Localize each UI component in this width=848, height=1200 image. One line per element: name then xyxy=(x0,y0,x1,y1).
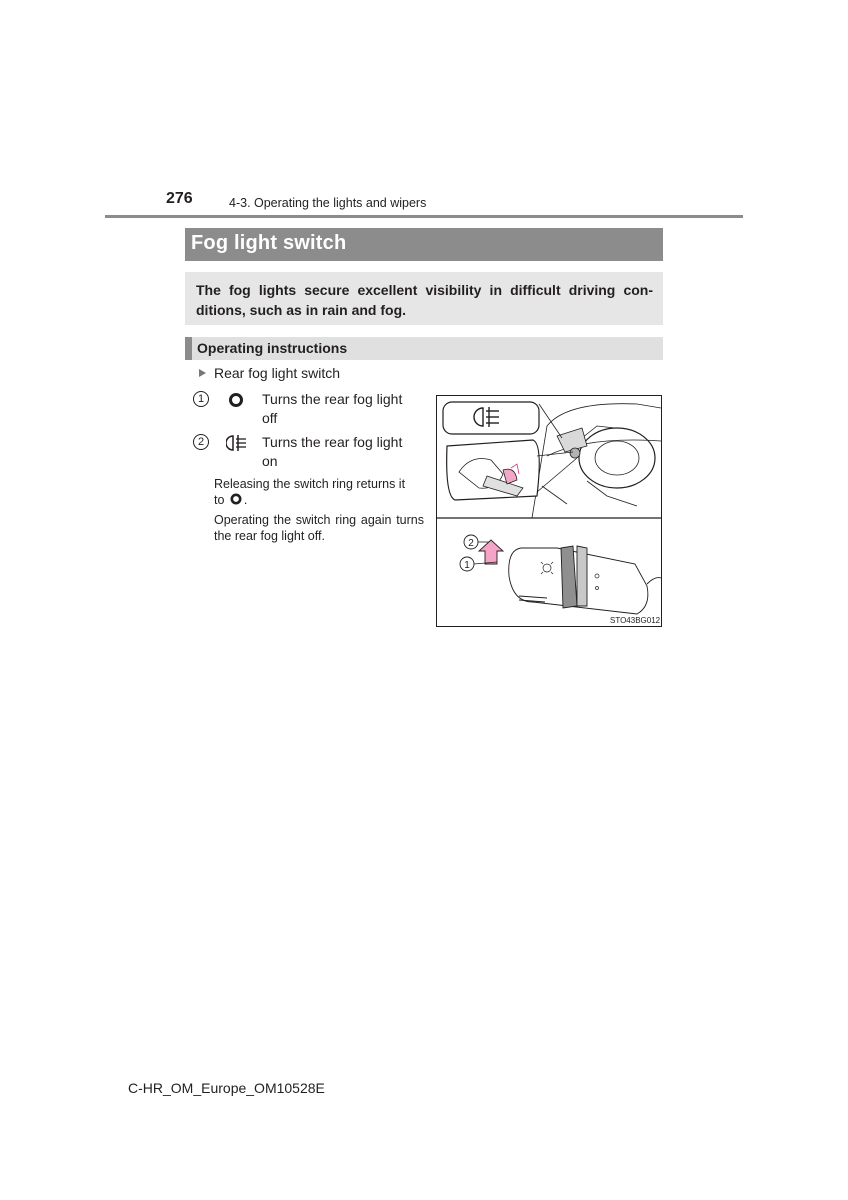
item-1-text-line2: off xyxy=(262,410,278,426)
note-release-line2 xyxy=(214,492,424,508)
figure-callout-1-label: 1 xyxy=(464,560,470,571)
item-number-2: 2 xyxy=(193,434,209,450)
figure-frame xyxy=(436,395,662,627)
intro-text: The fog lights secure excellent visibility in difficult driving con-ditions, such as in rain and fog. xyxy=(196,282,653,318)
subsection-title: Operating instructions xyxy=(197,340,348,356)
header-rule xyxy=(105,215,743,218)
document-code: C-HR_OM_Europe_OM10528E xyxy=(128,1080,325,1096)
page-title: Fog light switch xyxy=(191,232,347,254)
bullet-triangle-icon xyxy=(199,369,206,377)
rear-fog-label: Rear fog light switch xyxy=(214,365,341,381)
item-1-text xyxy=(262,390,424,428)
figure-code: STO43BG012 xyxy=(610,616,661,625)
rear-fog-light-icon xyxy=(226,434,248,452)
item-number-1: 1 xyxy=(193,391,209,407)
section-reference: 4-3. Operating the lights and wipers xyxy=(229,196,427,210)
page-number: 276 xyxy=(166,190,193,207)
figure-callout-2-label: 2 xyxy=(468,538,474,549)
off-ring-icon xyxy=(228,392,244,408)
item-2-text-line2: on xyxy=(262,453,278,469)
item-2-text-line1: Turns the rear fog light xyxy=(262,434,403,450)
item-2-text xyxy=(262,433,424,471)
subsection-bar xyxy=(185,337,663,360)
fog-switch-illustration xyxy=(437,396,661,626)
note-release-prefix: to xyxy=(214,493,225,507)
note-release-suffix: . xyxy=(243,493,248,507)
title-bar xyxy=(185,228,663,261)
note-release-line1: Releasing the switch ring returns it xyxy=(214,477,406,491)
note-again: Operating the switch ring again turns the rear fog light off. xyxy=(214,513,424,543)
intro-box xyxy=(185,272,663,325)
note-release xyxy=(214,476,424,508)
item-1-text-line1: Turns the rear fog light xyxy=(262,391,403,407)
off-ring-icon xyxy=(229,493,243,505)
